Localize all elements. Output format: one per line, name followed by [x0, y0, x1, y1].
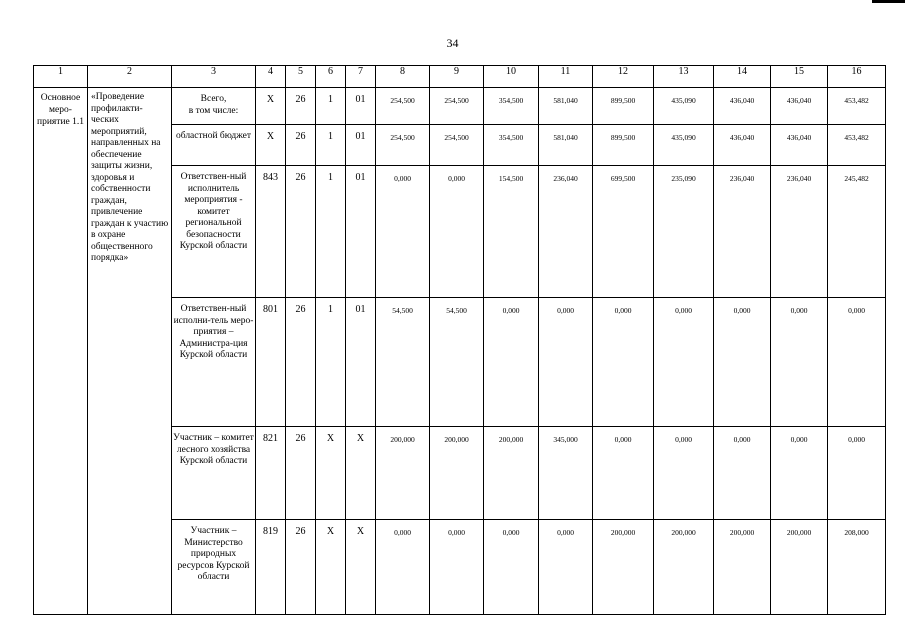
value-cell: 453,482	[828, 125, 886, 166]
value-cell: 236,040	[771, 166, 828, 298]
header-cell: 11	[539, 66, 593, 88]
value-cell: 345,000	[539, 427, 593, 520]
value-cell: 200,000	[376, 427, 430, 520]
header-cell: 2	[88, 66, 172, 88]
value-cell: 200,000	[593, 520, 654, 615]
value-cell: 0,000	[376, 520, 430, 615]
value-cell: 54,500	[430, 298, 484, 427]
value-cell: 899,500	[593, 125, 654, 166]
measure-code: Основное меро-приятие 1.1	[34, 88, 88, 615]
value-cell: 899,500	[593, 88, 654, 125]
value-cell: 0,000	[828, 427, 886, 520]
value-cell: 0,000	[714, 427, 771, 520]
row-label: Ответствен-ный исполни-тель меро-приятия – Администра-ция Курской области	[172, 298, 256, 427]
header-cell: 10	[484, 66, 539, 88]
value-cell: 0,000	[654, 298, 714, 427]
value-cell: 0,000	[376, 166, 430, 298]
value-cell: 235,090	[654, 166, 714, 298]
value-cell: 154,500	[484, 166, 539, 298]
cell-c7: 01	[346, 166, 376, 298]
header-cell: 14	[714, 66, 771, 88]
row-label: Всего, в том числе:	[172, 88, 256, 125]
header-cell: 7	[346, 66, 376, 88]
value-cell: 200,000	[430, 427, 484, 520]
cell-c6: X	[316, 427, 346, 520]
page-number: 34	[446, 36, 459, 50]
value-cell: 200,000	[484, 427, 539, 520]
row-label: Ответствен-ный исполнитель мероприятия - комитет региональной безопасности Курской области	[172, 166, 256, 298]
value-cell: 435,090	[654, 125, 714, 166]
value-cell: 581,040	[539, 125, 593, 166]
scan-edge-mark	[872, 0, 905, 3]
header-cell: 16	[828, 66, 886, 88]
value-cell: 254,500	[376, 125, 430, 166]
header-cell: 15	[771, 66, 828, 88]
value-cell: 54,500	[376, 298, 430, 427]
header-cell: 6	[316, 66, 346, 88]
budget-table	[33, 65, 886, 615]
value-cell: 354,500	[484, 88, 539, 125]
header-cell: 13	[654, 66, 714, 88]
value-cell: 0,000	[771, 298, 828, 427]
value-cell: 0,000	[484, 298, 539, 427]
cell-c6: X	[316, 520, 346, 615]
value-cell: 200,000	[654, 520, 714, 615]
value-cell: 0,000	[539, 298, 593, 427]
value-cell: 699,500	[593, 166, 654, 298]
value-cell: 436,040	[714, 88, 771, 125]
value-cell: 245,482	[828, 166, 886, 298]
value-cell: 581,040	[539, 88, 593, 125]
cell-c5: 26	[286, 298, 316, 427]
table-row	[34, 88, 886, 125]
value-cell: 436,040	[771, 88, 828, 125]
cell-c6: 1	[316, 125, 346, 166]
cell-c5: 26	[286, 520, 316, 615]
cell-c5: 26	[286, 88, 316, 125]
value-cell: 254,500	[376, 88, 430, 125]
header-row	[34, 66, 886, 88]
cell-c4: X	[256, 88, 286, 125]
value-cell: 0,000	[593, 427, 654, 520]
value-cell: 0,000	[654, 427, 714, 520]
cell-c6: 1	[316, 298, 346, 427]
value-cell: 453,482	[828, 88, 886, 125]
cell-c7: 01	[346, 298, 376, 427]
value-cell: 436,040	[771, 125, 828, 166]
value-cell: 0,000	[430, 166, 484, 298]
header-cell: 4	[256, 66, 286, 88]
cell-c4: 843	[256, 166, 286, 298]
value-cell: 0,000	[539, 520, 593, 615]
row-label: областной бюджет	[172, 125, 256, 166]
value-cell: 0,000	[430, 520, 484, 615]
measure-description: «Проведение профилакти-ческих мероприятий, направленных на обеспечение защиты жизни, здоровья и собственности граждан, привлечение граждан к участию в охране общественного порядка»	[88, 88, 172, 615]
value-cell: 354,500	[484, 125, 539, 166]
value-cell: 0,000	[593, 298, 654, 427]
row-label: Участник – комитет лесного хозяйства Курской области	[172, 427, 256, 520]
cell-c7: X	[346, 520, 376, 615]
header-cell: 9	[430, 66, 484, 88]
cell-c7: X	[346, 427, 376, 520]
cell-c5: 26	[286, 427, 316, 520]
value-cell: 0,000	[714, 298, 771, 427]
value-cell: 236,040	[539, 166, 593, 298]
value-cell: 0,000	[771, 427, 828, 520]
cell-c4: 819	[256, 520, 286, 615]
value-cell: 0,000	[828, 298, 886, 427]
cell-c6: 1	[316, 166, 346, 298]
row-label: Участник – Министерство природных ресурсов Курской области	[172, 520, 256, 615]
cell-c7: 01	[346, 125, 376, 166]
cell-c6: 1	[316, 88, 346, 125]
value-cell: 200,000	[771, 520, 828, 615]
cell-c4: 801	[256, 298, 286, 427]
value-cell: 208,000	[828, 520, 886, 615]
value-cell: 254,500	[430, 88, 484, 125]
value-cell: 435,090	[654, 88, 714, 125]
cell-c7: 01	[346, 88, 376, 125]
value-cell: 200,000	[714, 520, 771, 615]
cell-c5: 26	[286, 166, 316, 298]
header-cell: 3	[172, 66, 256, 88]
header-cell: 12	[593, 66, 654, 88]
header-cell: 8	[376, 66, 430, 88]
value-cell: 236,040	[714, 166, 771, 298]
cell-c4: X	[256, 125, 286, 166]
value-cell: 0,000	[484, 520, 539, 615]
cell-c4: 821	[256, 427, 286, 520]
value-cell: 254,500	[430, 125, 484, 166]
header-cell: 5	[286, 66, 316, 88]
value-cell: 436,040	[714, 125, 771, 166]
header-cell: 1	[34, 66, 88, 88]
cell-c5: 26	[286, 125, 316, 166]
